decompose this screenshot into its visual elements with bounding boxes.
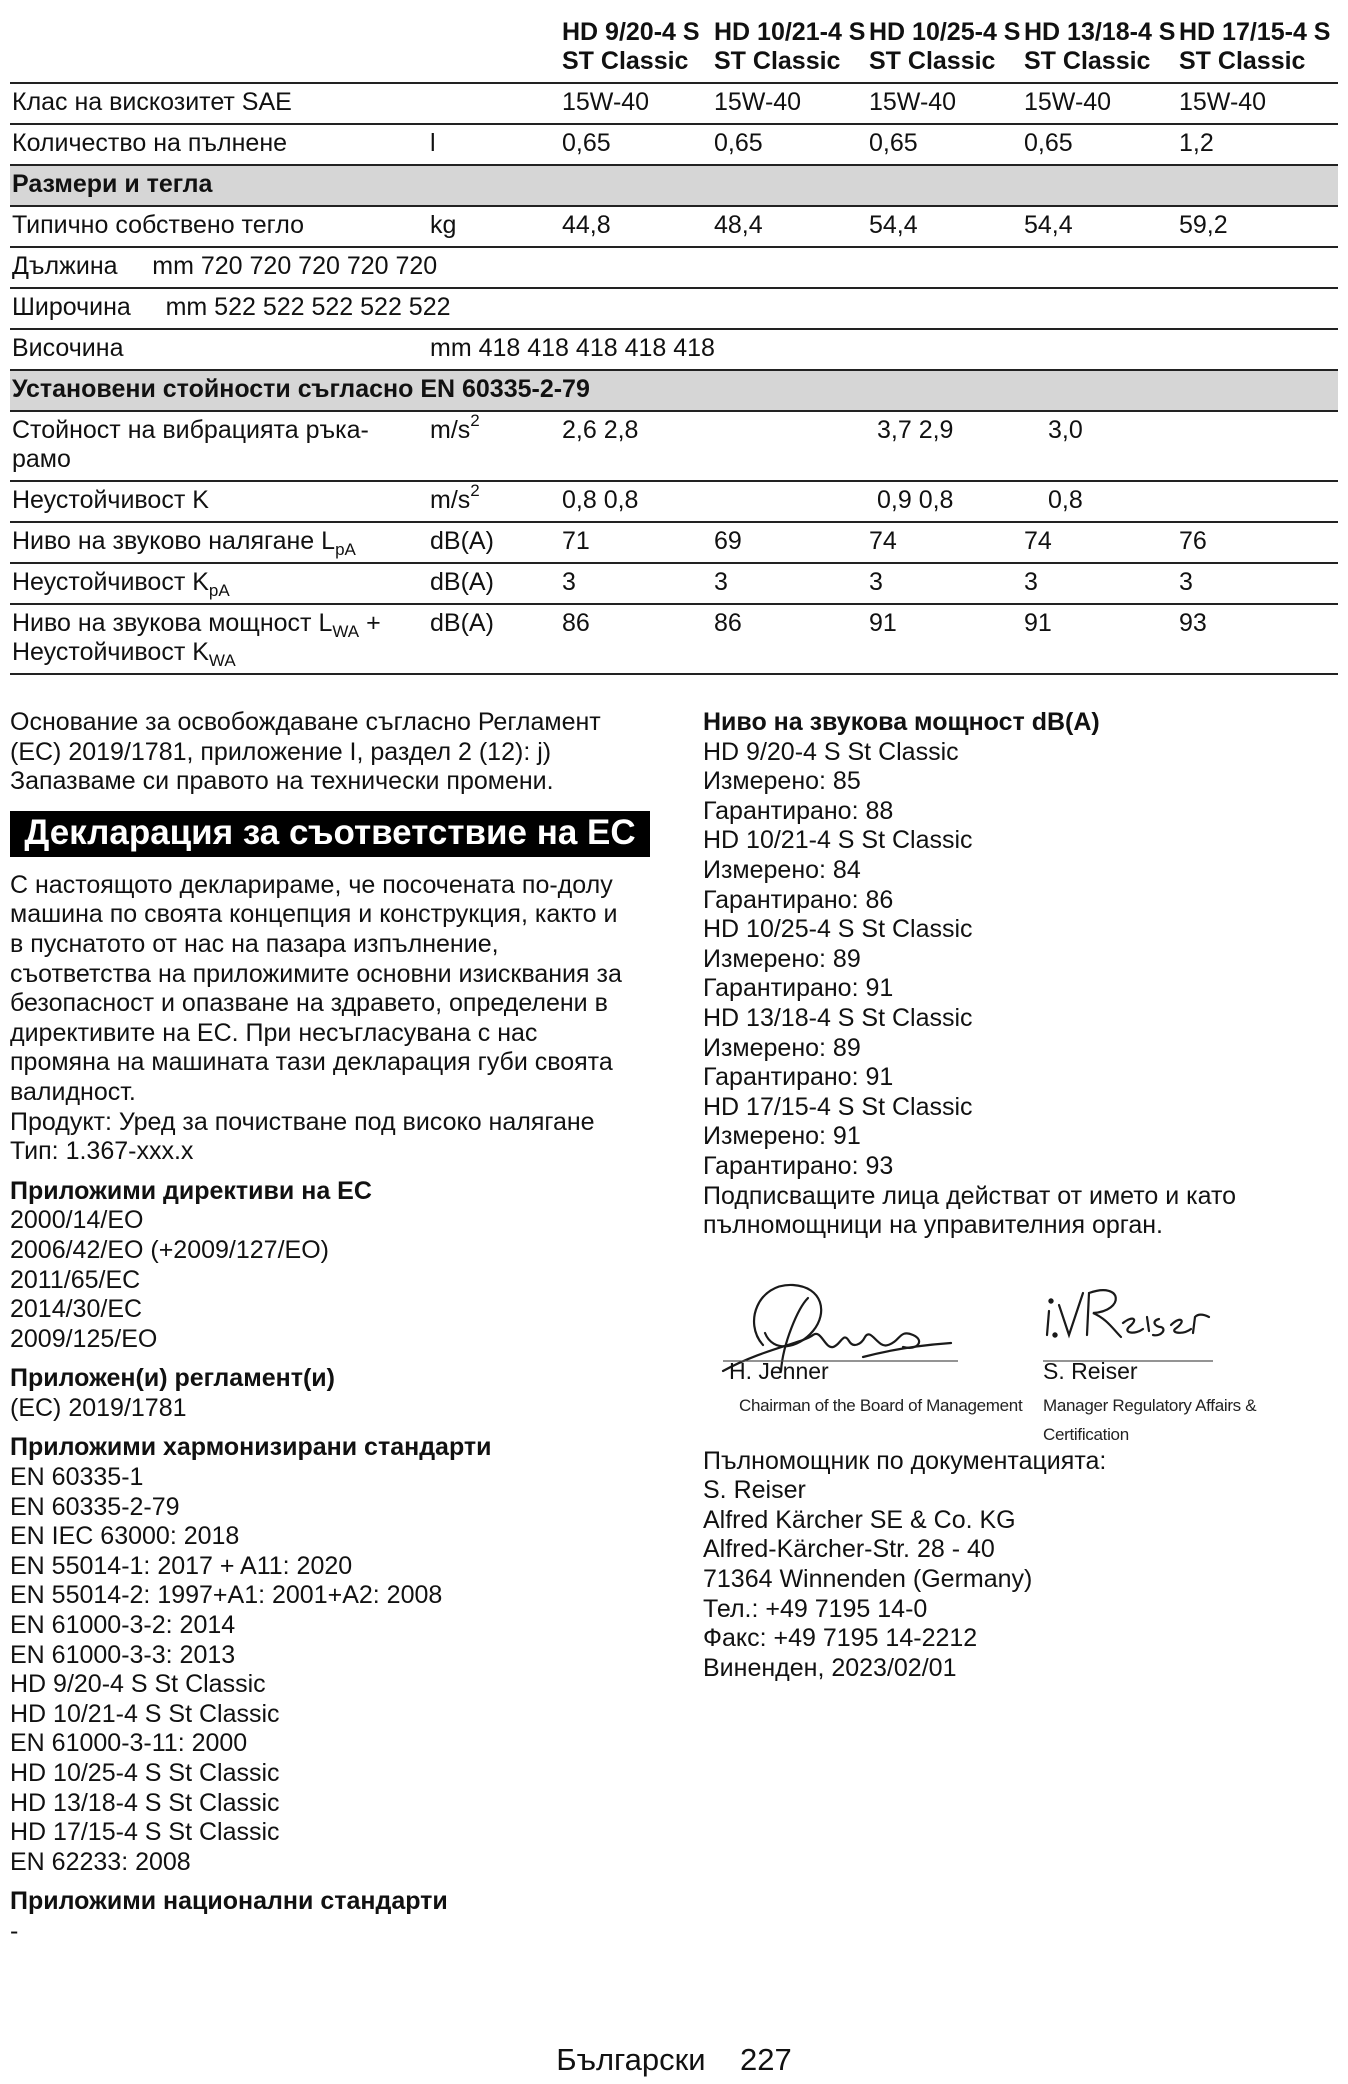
table-row [10,329,1338,370]
list-item: (EC) 2019/1781 [10,1393,187,1422]
list-item: - [10,1916,19,1945]
standards-list [10,1463,640,1877]
table-row [10,563,1338,604]
header-empty [10,14,428,83]
label-subscript: pA [335,540,356,559]
unit-exponent: 2 [470,411,480,430]
cell: 3 [867,563,1022,604]
section-title-dimensions: Размери и тегла [10,165,1338,206]
contact-block [703,1447,1343,1684]
table-row [10,481,1338,522]
list-item: EN 60335-2-79 [10,1492,180,1521]
row-label: Стойност на вибрацията ръка-рамо [10,411,428,481]
row-unit: dB(A) [428,604,560,674]
list-item: Гарантирано: 91 [703,1063,894,1092]
label-line [12,609,428,641]
label-subscript: WA [332,622,360,641]
table-row [10,411,1338,481]
list-item: Измерено: 89 [703,944,861,973]
cell: 54,4 [867,206,1022,247]
cell: 71 [560,522,712,563]
cell: 69 [712,522,867,563]
row-unit [428,83,560,124]
cell: 86 [560,604,712,674]
cell: 0,9 0,8 [867,481,1177,522]
text-line: съответства на приложимите основни изисквания за [10,959,622,988]
list-item: Измерено: 89 [703,1033,861,1062]
page-number: 227 [740,2042,792,2077]
cell: 48,4 [712,206,867,247]
list-item: HD 13/18-4 S St Classic [10,1788,280,1817]
page-footer [0,2043,1348,2077]
list-item: EN 61000-3-2: 2014 [10,1611,236,1640]
table-row [10,124,1338,165]
list-item: Гарантирано: 93 [703,1151,894,1180]
cell: 74 [1022,522,1177,563]
cell: 91 [867,604,1022,674]
text-line: Подписващите лица действат от името и като [703,1181,1237,1210]
signatory-2-role: Manager Regulatory Affairs & Certification [1043,1395,1257,1445]
list-item: EN 60335-1 [10,1463,144,1492]
cell: 15W-40 [1177,83,1338,124]
row-label: Количество на пълнене [10,124,428,165]
text-line: безопасност и опазване на здравето, определени в [10,989,608,1018]
list-item: HD 10/21-4 S St Classic [10,1699,280,1728]
text-line: Запазваме си правото на технически промени. [10,767,554,796]
list-item: Измерено: 85 [703,767,861,796]
width-row-text: Широчина mm 522 522 522 522 522 [10,288,1338,329]
row-label: Типично собствено тегло [10,206,428,247]
signatory-2-name: S. Reiser [1043,1357,1138,1384]
cell: 15W-40 [560,83,712,124]
cell: 3 [560,563,712,604]
cell: 86 [712,604,867,674]
list-item: 2000/14/EO [10,1206,144,1235]
table-row [10,604,1338,674]
declaration-text [10,871,640,1167]
list-item: EN 62233: 2008 [10,1847,191,1876]
header-unit-empty [428,14,560,83]
table-row [10,206,1338,247]
row-unit: dB(A) [428,522,560,563]
cell: 3 [1177,563,1338,604]
list-item: EN 61000-3-11: 2000 [10,1729,248,1758]
list-item: Гарантирано: 91 [703,974,894,1003]
row-unit: dB(A) [428,563,560,604]
text-line: Тел.: +49 7195 14-0 [703,1594,928,1623]
model-header: HD 9/20-4 S ST Classic [560,14,712,83]
unit-exponent: 2 [470,481,480,500]
text-line: Тип: 1.367-xxx.x [10,1137,194,1166]
label-subscript: WA [208,651,236,670]
declaration-heading: Декларация за съответствие на ЕС [10,811,650,857]
text-line: Продукт: Уред за почистване под високо налягане [10,1107,595,1136]
cell: 93 [1177,604,1338,674]
label-text: + [359,609,381,637]
text-line: Виненден, 2023/02/01 [703,1653,957,1682]
cell: 59,2 [1177,206,1338,247]
cell: 44,8 [560,206,712,247]
row-label: Неустойчивост K [10,481,428,522]
list-item: HD 9/20-4 S St Classic [703,737,959,766]
text-line: Основание за освобождаване съгласно Регламент [10,708,601,736]
cell: 74 [867,522,1022,563]
label-text: Неустойчивост K [12,638,209,666]
length-row-text: Дължина mm 720 720 720 720 720 [10,247,1338,288]
label-text: Ниво на звукова мощност L [12,609,333,637]
section-row [10,165,1338,206]
row-label [10,604,428,674]
table-header-row [10,14,1338,83]
list-item: HD 10/25-4 S St Classic [10,1759,280,1787]
cell: 54,4 [1022,206,1177,247]
cell: 3 [1022,563,1177,604]
signatory-1-role: Chairman of the Board of Management [739,1395,1023,1415]
cell: 3 [712,563,867,604]
signature-block [703,1253,1343,1445]
cell: 3,0 [1046,411,1207,481]
text-line: Alfred-Kärcher-Str. 28 - 40 [703,1535,995,1564]
signature-reiser-text: i.V. Reiser [1053,1330,1058,1332]
national-standards-heading: Приложими национални стандарти [10,1887,448,1916]
footer-language: Български [556,2042,706,2077]
list-item: 2009/125/EO [10,1324,158,1353]
table-row [10,247,1338,288]
list-item: Гарантирано: 86 [703,885,894,914]
cell: 1,2 [1177,124,1338,165]
label-text: Ниво на звуково налягане L [12,527,336,555]
model-header: HD 13/18-4 S ST Classic [1022,14,1177,83]
row-label [10,563,428,604]
list-item: Измерено: 84 [703,855,861,884]
sound-power-heading: Ниво на звукова мощност dB(A) [703,708,1100,736]
text-line: машина по своята концепция и конструкция, както и [10,900,618,929]
cell: 0,8 0,8 [560,481,867,522]
table-row [10,288,1338,329]
row-label: Височина [10,329,428,370]
cell: 0,8 [1046,481,1207,522]
list-item: EN 61000-3-3: 2013 [10,1640,236,1669]
section-title-values: Установени стойности съгласно EN 60335-2-79 [10,370,1338,411]
model-header: HD 17/15-4 S ST Classic [1177,14,1338,83]
cell: 0,65 [560,124,712,165]
directives-list [10,1206,640,1354]
row-label [10,522,428,563]
text-line: Пълномощник по документацията: [703,1446,1107,1475]
directives-heading: Приложими директиви на ЕС [10,1176,372,1205]
regulation-heading: Приложен(и) регламент(и) [10,1364,335,1393]
signature-reiser-icon [1047,1290,1209,1337]
text-line: (EC) 2019/1781, приложение I, раздел 2 (12): j) [10,737,552,766]
cell: 0,65 [1022,124,1177,165]
left-column [10,708,640,1947]
cell: 15W-40 [1022,83,1177,124]
label-text: Неустойчивост K [12,568,209,596]
list-item: HD 13/18-4 S St Classic [703,1003,973,1032]
unit-text: m/s [430,486,471,514]
row-unit [428,481,560,522]
text-line: С настоящото декларираме, че посочената по-долу [10,870,613,899]
list-item: Измерено: 91 [703,1122,861,1151]
text-line: 71364 Winnenden (Germany) [703,1565,1033,1594]
section-row [10,370,1338,411]
text-line: Alfred Kärcher SE & Co. KG [703,1505,1016,1534]
row-unit: kg [428,206,560,247]
label-subscript: pA [208,581,230,600]
row-label: Клас на вискозитет SAE [10,83,428,124]
spec-table [10,14,1338,675]
list-item: 2011/65/EC [10,1265,141,1294]
cell: 0,65 [712,124,867,165]
model-header: HD 10/21-4 S ST Classic [712,14,867,83]
text-line: Факс: +49 7195 14-2212 [703,1624,978,1653]
list-item: 2006/42/EO (+2009/127/EO) [10,1235,329,1264]
sound-power-list [703,738,1343,1182]
model-header: HD 10/25-4 S ST Classic [867,14,1022,83]
cell: 3,7 2,9 [867,411,1177,481]
list-item: HD 9/20-4 S St Classic [10,1670,266,1699]
row-unit: l [428,124,560,165]
exemption-paragraph [10,708,640,797]
cell: 76 [1177,522,1338,563]
list-item: HD 10/25-4 S St Classic [703,915,973,944]
cell: 15W-40 [867,83,1022,124]
text-line: валидност. [10,1077,136,1106]
cell: 2,6 2,8 [560,411,867,481]
list-item: HD 17/15-4 S St Classic [10,1818,280,1847]
text-line: в пуснатото от нас на пазара изпълнение, [10,929,499,958]
height-row-values: mm 418 418 418 418 418 [428,329,1338,370]
list-item: EN 55014-1: 2017 + A11: 2020 [10,1551,353,1580]
standards-heading: Приложими хармонизирани стандарти [10,1433,492,1462]
cell: 0,65 [867,124,1022,165]
cell: 91 [1022,604,1177,674]
text-line: S. Reiser [703,1476,806,1505]
row-unit [428,411,560,481]
right-column [703,708,1343,1683]
list-item: EN 55014-2: 1997+A1: 2001+A2: 2008 [10,1581,443,1610]
signatory-1-name: H. Jenner [729,1357,829,1384]
cell: 15W-40 [712,83,867,124]
list-item: HD 10/21-4 S St Classic [703,826,973,855]
table-row [10,83,1338,124]
list-item: 2014/30/EC [10,1295,143,1324]
unit-text: m/s [430,416,471,444]
list-item: HD 17/15-4 S St Classic [703,1092,973,1121]
text-line: промяна на машината тази декларация губи своята [10,1048,613,1077]
list-item: EN IEC 63000: 2018 [10,1522,240,1551]
list-item: Гарантирано: 88 [703,796,894,825]
table-row [10,522,1338,563]
label-line [12,638,428,670]
text-line: директивите на ЕС. При несъгласувана с нас [10,1018,538,1047]
text-line: пълномощници на управителния орган. [703,1211,1163,1240]
